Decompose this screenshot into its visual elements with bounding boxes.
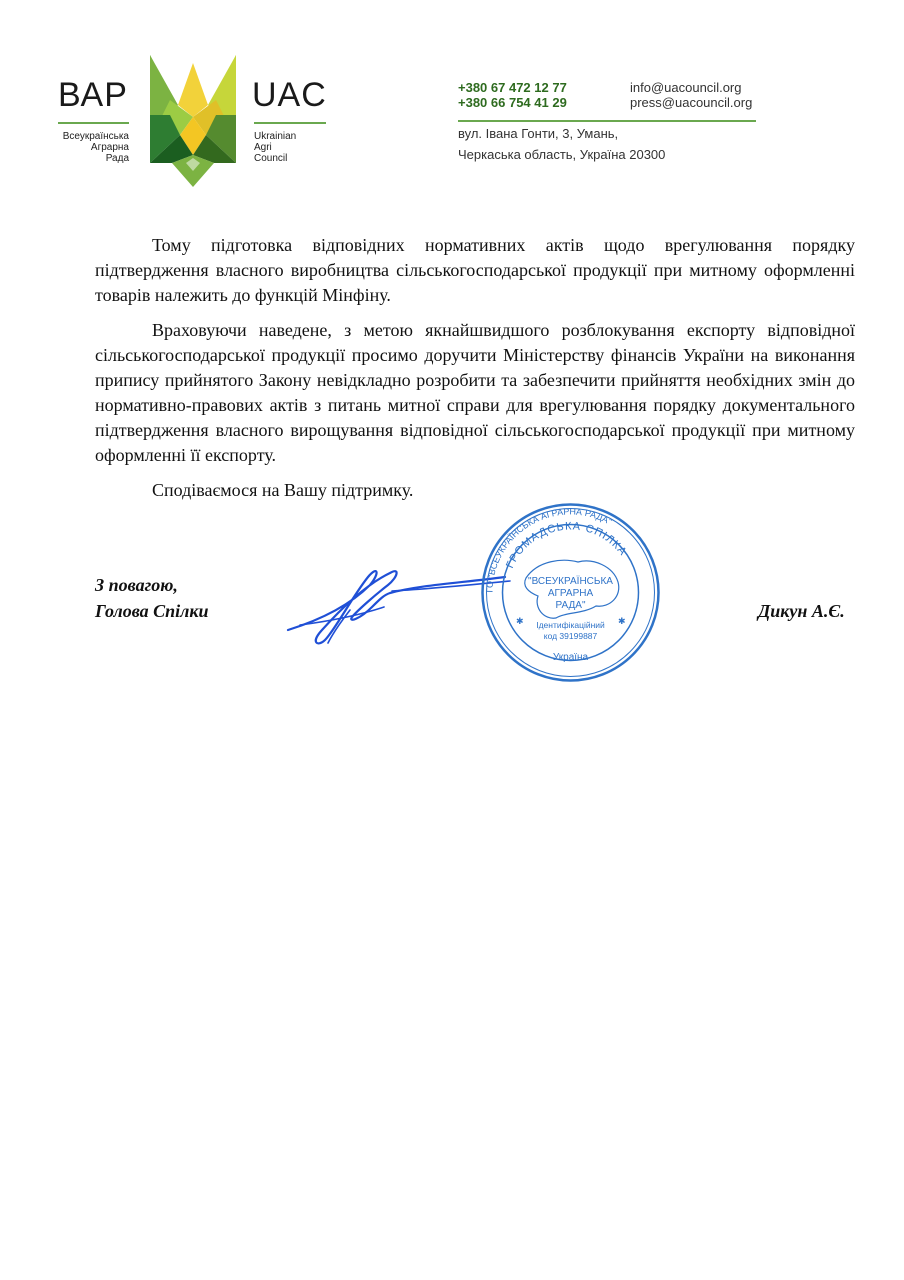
email-link[interactable]: info@uacouncil.org <box>630 80 742 95</box>
closing-phrase: З повагою, <box>95 575 178 595</box>
signer-name: Дикун А.Є. <box>758 601 845 621</box>
postal-address <box>458 123 665 165</box>
logo-left-subtitle <box>58 131 129 164</box>
logo-uac-text: UAC <box>252 76 327 114</box>
stamp-star-icon: ✱ <box>618 616 626 626</box>
email-addresses <box>630 80 752 110</box>
logo-right-subtitle <box>254 131 324 164</box>
body-paragraph: Сподіваємося на Вашу підтримку. <box>152 480 414 500</box>
trident-logo-icon <box>150 55 236 187</box>
phone-number[interactable]: +380 66 754 41 29 <box>458 95 567 110</box>
signer-position: Голова Спілки <box>95 601 209 621</box>
stamp-center-line: РАДА" <box>555 600 586 611</box>
phone-number[interactable]: +380 67 472 12 77 <box>458 80 567 95</box>
stamp-center-line: "ВСЕУКРАЇНСЬКА <box>528 576 613 587</box>
stamp-id-label: Ідентифікаційний <box>536 620 605 630</box>
stamp-outer-text: ГО "ВСЕУКРАЇНСЬКА АГРАРНА РАДА" <box>484 506 614 593</box>
address-line: Черкаська область, Україна 20300 <box>458 147 666 162</box>
stamp-top-arc-text: ГРОМАДСЬКА СПІЛКА <box>504 520 630 571</box>
body-paragraph: Тому підготовка відповідних нормативних актів щодо врегулювання порядку підтвердження власного виробництва сільськогосподарської продукції при митному оформленні товарів належить до функцій Мінфіну. <box>95 235 855 305</box>
logo-right-sub-line: Ukrainian <box>254 131 297 142</box>
stamp-id-code: код 39199887 <box>543 631 598 641</box>
logo-right-underline <box>254 122 326 124</box>
email-link[interactable]: press@uacouncil.org <box>630 95 753 110</box>
body-paragraph: Враховуючи наведене, з метою якнайшвидшого розблокування експорту відповідної сільськогосподарської продукції просимо доручити Міністерству фінансів України на виконання припису прийнятого Закону невідкладно розробити та забезпечити прийняття необхідних змін до нормативно-правових актів з питань митної справи для врегулювання порядку документального підтвердження власного вирощування відповідної сільськогосподарської продукції при митному оформленні її експорту. <box>95 320 855 465</box>
logo-var-text: ВАР <box>58 76 128 114</box>
logo-right-sub-line: Council <box>254 153 288 164</box>
stamp-center-line: АГРАРНА <box>547 588 594 599</box>
organization-stamp <box>478 500 663 685</box>
logo-left-sub-line: Рада <box>105 153 129 164</box>
stamp-country-text: Україна <box>552 652 589 663</box>
logo-right-sub-line: Agri <box>254 142 272 153</box>
phone-numbers <box>458 80 567 110</box>
contact-divider <box>458 120 756 122</box>
logo-left-sub-line: Аграрна <box>90 142 129 153</box>
signoff-block <box>95 572 209 624</box>
stamp-star-icon: ✱ <box>516 616 524 626</box>
logo-left-sub-line: Всеукраїнська <box>62 131 129 142</box>
logo-left-underline <box>58 122 129 124</box>
address-line: вул. Івана Гонти, 3, Умань, <box>458 126 619 141</box>
